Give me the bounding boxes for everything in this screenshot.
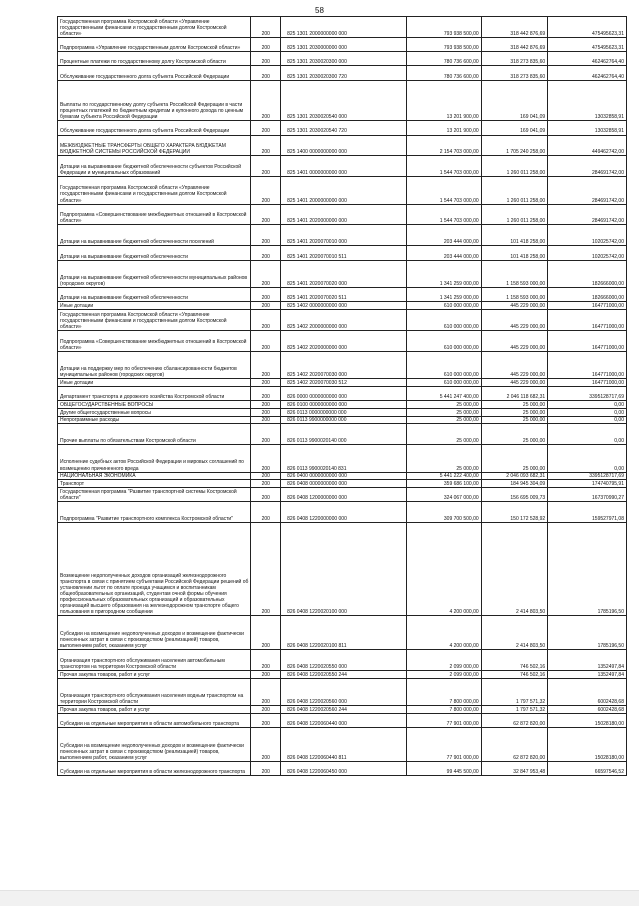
row-remaining: 102025742,00: [548, 246, 627, 260]
row-remaining: 167370990,27: [548, 488, 627, 502]
row-remaining: 0,00: [548, 401, 627, 409]
row-approved: 99 445 500,00: [406, 762, 481, 776]
table-row: [58, 713, 627, 727]
row-budget-code: 825 1401 2020070010 000: [281, 225, 407, 246]
row-budget-code: 825 1401 0000000000 000: [281, 156, 407, 177]
row-name: Дотации на выравнивание бюджетной обеспеченности субъектов Российской Федерации и муниципальных образований: [58, 156, 251, 177]
row-gr-code: 200: [251, 121, 281, 135]
table-row: [58, 401, 627, 409]
row-budget-code: 826 0408 1220020100 000: [281, 523, 407, 616]
row-executed: 32 847 953,48: [481, 762, 548, 776]
row-approved: 780 736 600,00: [406, 66, 481, 80]
row-remaining: 284691742,00: [548, 177, 627, 204]
row-name: Подпрограмма «Управление государственным долгом Костромской области»: [58, 37, 251, 51]
row-executed: 1 260 011 258,00: [481, 177, 548, 204]
row-remaining: 164771000,00: [548, 302, 627, 310]
row-gr-code: 200: [251, 310, 281, 331]
row-remaining: 449462742,00: [548, 135, 627, 156]
budget-execution-table: [57, 16, 627, 776]
row-gr-code: 200: [251, 472, 281, 480]
row-name: Исполнение судебных актов Российской Федерации и мировых соглашений по возмещению причиненного вреда: [58, 445, 251, 472]
row-name: Организация транспортного обслуживания населения водным транспортом на территории Костромской области: [58, 678, 251, 705]
row-executed: 318 442 876,69: [481, 37, 548, 51]
row-gr-code: 200: [251, 135, 281, 156]
row-remaining: 6002428,68: [548, 678, 627, 705]
row-budget-code: 826 0408 1220060440 811: [281, 728, 407, 762]
row-name: НАЦИОНАЛЬНАЯ ЭКОНОМИКА: [58, 472, 251, 480]
table-row: [58, 762, 627, 776]
row-executed: 101 418 258,00: [481, 246, 548, 260]
table-row: [58, 678, 627, 705]
row-approved: 4 200 000,00: [406, 523, 481, 616]
row-name: ОБЩЕГОСУДАРСТВЕННЫЕ ВОПРОСЫ: [58, 401, 251, 409]
row-executed: 156 695 009,73: [481, 488, 548, 502]
row-executed: 2 414 803,50: [481, 523, 548, 616]
row-remaining: 1352497,84: [548, 650, 627, 671]
row-executed: 445 229 000,00: [481, 379, 548, 387]
table-row: [58, 66, 627, 80]
row-name: Другие общегосударственные вопросы: [58, 408, 251, 416]
table-row: [58, 310, 627, 331]
row-remaining: 475495623,31: [548, 17, 627, 38]
row-executed: 184 945 304,09: [481, 480, 548, 488]
row-budget-code: 826 0408 1200000000 000: [281, 488, 407, 502]
row-approved: 1 341 259 000,00: [406, 260, 481, 287]
row-remaining: 3395128717,69: [548, 472, 627, 480]
row-gr-code: 200: [251, 445, 281, 472]
row-remaining: 1785196,50: [548, 616, 627, 650]
row-gr-code: 200: [251, 204, 281, 225]
row-gr-code: 200: [251, 330, 281, 351]
table-row: [58, 502, 627, 523]
row-remaining: 1785196,50: [548, 523, 627, 616]
row-remaining: 174740795,91: [548, 480, 627, 488]
row-gr-code: 200: [251, 287, 281, 301]
row-budget-code: 825 1301 2030020540 720: [281, 121, 407, 135]
row-approved: 7 800 000,00: [406, 706, 481, 714]
row-gr-code: 200: [251, 225, 281, 246]
row-remaining: 182666000,00: [548, 260, 627, 287]
row-remaining: 0,00: [548, 445, 627, 472]
row-executed: 101 418 258,00: [481, 225, 548, 246]
row-approved: 1 544 703 000,00: [406, 177, 481, 204]
row-executed: 150 172 528,92: [481, 502, 548, 523]
row-gr-code: 200: [251, 156, 281, 177]
row-gr-code: 200: [251, 650, 281, 671]
row-gr-code: 200: [251, 502, 281, 523]
row-budget-code: 826 0113 9900000000 000: [281, 416, 407, 424]
row-remaining: 0,00: [548, 424, 627, 445]
row-executed: 1 797 571,32: [481, 678, 548, 705]
row-executed: 2 414 803,50: [481, 616, 548, 650]
row-executed: 25 000,00: [481, 424, 548, 445]
row-name: Процентные платежи по государственному долгу Костромской области: [58, 52, 251, 66]
row-name: Организация транспортного обслуживания населения автомобильным транспортом на территории Костромской области: [58, 650, 251, 671]
row-approved: 610 000 000,00: [406, 310, 481, 331]
row-remaining: 284691742,00: [548, 204, 627, 225]
row-budget-code: 825 1301 2030020540 000: [281, 80, 407, 121]
table-row: [58, 480, 627, 488]
row-budget-code: 825 1301 2030020300 000: [281, 52, 407, 66]
row-remaining: 6002428,68: [548, 706, 627, 714]
row-executed: 62 872 820,00: [481, 713, 548, 727]
row-remaining: 1352497,84: [548, 670, 627, 678]
row-executed: 1 797 571,32: [481, 706, 548, 714]
row-name: Транспорт: [58, 480, 251, 488]
row-budget-code: 826 0408 1220020550 000: [281, 650, 407, 671]
row-gr-code: 200: [251, 52, 281, 66]
row-remaining: 3395128717,69: [548, 386, 627, 400]
row-executed: 445 229 000,00: [481, 351, 548, 378]
row-gr-code: 200: [251, 762, 281, 776]
row-gr-code: 200: [251, 670, 281, 678]
row-name: Прочая закупка товаров, работ и услуг: [58, 670, 251, 678]
row-budget-code: 826 0400 0000000000 000: [281, 472, 407, 480]
row-approved: 610 000 000,00: [406, 330, 481, 351]
row-approved: 1 544 703 000,00: [406, 156, 481, 177]
row-gr-code: 200: [251, 66, 281, 80]
table-row: [58, 177, 627, 204]
table-row: [58, 17, 627, 38]
table-row: [58, 156, 627, 177]
row-name: Прочие выплаты по обязательствам Костромской области: [58, 424, 251, 445]
row-executed: 25 000,00: [481, 445, 548, 472]
row-executed: 445 229 000,00: [481, 310, 548, 331]
row-name: Государственная программа Костромской области «Управление государственными финансами и государственным долгом Костромской области»: [58, 310, 251, 331]
row-name: Непрограммные расходы: [58, 416, 251, 424]
row-name: Выплаты по государственному долгу субъекта Российской Федерации в части процентных платежей по бюджетным кредитам и купонного дохода по ценным бумагам субъекта Российской Федерации: [58, 80, 251, 121]
row-remaining: 164771000,00: [548, 351, 627, 378]
row-remaining: 284691742,00: [548, 156, 627, 177]
row-executed: 1 705 240 258,00: [481, 135, 548, 156]
row-budget-code: 826 0408 1220060440 000: [281, 713, 407, 727]
table-row: [58, 650, 627, 671]
row-budget-code: 825 1401 2020000000 000: [281, 204, 407, 225]
row-budget-code: 825 1402 0000000000 000: [281, 302, 407, 310]
row-executed: 2 046 118 682,31: [481, 386, 548, 400]
table-row: [58, 416, 627, 424]
row-executed: 1 158 593 000,00: [481, 287, 548, 301]
row-executed: 25 000,00: [481, 408, 548, 416]
row-name: Субсидии на отдельные мероприятия в области железнодорожного транспорта: [58, 762, 251, 776]
row-approved: 5 441 247 400,00: [406, 386, 481, 400]
row-remaining: 164771000,00: [548, 330, 627, 351]
table-row: [58, 246, 627, 260]
row-approved: 1 341 259 000,00: [406, 287, 481, 301]
row-name: Иные дотации: [58, 302, 251, 310]
table-row: [58, 260, 627, 287]
row-gr-code: 200: [251, 246, 281, 260]
row-budget-code: 826 0408 0000000000 000: [281, 480, 407, 488]
row-executed: 1 260 011 258,00: [481, 204, 548, 225]
row-approved: 1 544 703 000,00: [406, 204, 481, 225]
row-gr-code: 200: [251, 678, 281, 705]
table-row: [58, 287, 627, 301]
row-approved: 610 000 000,00: [406, 351, 481, 378]
row-executed: 746 502,16: [481, 670, 548, 678]
row-remaining: 462462764,40: [548, 52, 627, 66]
row-name: Дотации на поддержку мер по обеспечению сбалансированности бюджетов муниципальных районов (городских округов): [58, 351, 251, 378]
row-budget-code: 826 0408 1220020550 244: [281, 670, 407, 678]
row-name: Субсидии на отдельные мероприятия в области автомобильного транспорта: [58, 713, 251, 727]
row-approved: 780 736 600,00: [406, 52, 481, 66]
row-remaining: 15028180,00: [548, 713, 627, 727]
table-row: [58, 488, 627, 502]
row-approved: 2 099 000,00: [406, 670, 481, 678]
row-approved: 25 000,00: [406, 416, 481, 424]
row-approved: 13 201 900,00: [406, 80, 481, 121]
row-budget-code: 825 1402 2020070030 000: [281, 351, 407, 378]
row-budget-code: 825 1401 2000000000 000: [281, 177, 407, 204]
row-gr-code: 200: [251, 17, 281, 38]
row-budget-code: 825 1402 2000000000 000: [281, 310, 407, 331]
row-executed: 1 158 593 000,00: [481, 260, 548, 287]
row-name: Государственная программа "Развитие транспортной системы Костромской области": [58, 488, 251, 502]
row-name: Подпрограмма "Развитие транспортного комплекса Костромской области": [58, 502, 251, 523]
row-gr-code: 200: [251, 401, 281, 409]
row-executed: 25 000,00: [481, 401, 548, 409]
row-approved: 13 201 900,00: [406, 121, 481, 135]
table-row: [58, 80, 627, 121]
row-gr-code: 200: [251, 523, 281, 616]
table-row: [58, 379, 627, 387]
row-gr-code: 200: [251, 728, 281, 762]
row-approved: 25 000,00: [406, 408, 481, 416]
row-name: Департамент транспорта и дорожного хозяйства Костромской области: [58, 386, 251, 400]
row-budget-code: 825 1301 2000000000 000: [281, 17, 407, 38]
row-approved: 25 000,00: [406, 445, 481, 472]
table-row: [58, 121, 627, 135]
table-row: [58, 204, 627, 225]
row-approved: 324 067 000,00: [406, 488, 481, 502]
row-approved: 5 441 222 400,00: [406, 472, 481, 480]
row-name: Подпрограмма «Совершенствование межбюджетных отношений в Костромской области»: [58, 330, 251, 351]
row-name: Иные дотации: [58, 379, 251, 387]
viewer-bottom-strip: [0, 890, 639, 906]
row-remaining: 182666000,00: [548, 287, 627, 301]
table-row: [58, 408, 627, 416]
row-executed: 746 502,16: [481, 650, 548, 671]
row-executed: 1 260 011 258,00: [481, 156, 548, 177]
table-row: [58, 616, 627, 650]
table-row: [58, 351, 627, 378]
row-remaining: 475495623,31: [548, 37, 627, 51]
table-row: [58, 472, 627, 480]
row-gr-code: 200: [251, 416, 281, 424]
row-budget-code: 825 1401 2020070020 511: [281, 287, 407, 301]
row-gr-code: 200: [251, 386, 281, 400]
row-approved: 25 000,00: [406, 424, 481, 445]
row-name: Дотации на выравнивание бюджетной обеспеченности поселений: [58, 225, 251, 246]
row-approved: 2 099 000,00: [406, 650, 481, 671]
row-approved: 203 444 000,00: [406, 225, 481, 246]
row-executed: 445 229 000,00: [481, 302, 548, 310]
row-gr-code: 200: [251, 351, 281, 378]
table-row: [58, 135, 627, 156]
row-budget-code: 826 0408 1220000000 000: [281, 502, 407, 523]
table-row: [58, 523, 627, 616]
row-budget-code: 825 1402 2020000000 000: [281, 330, 407, 351]
table-row: [58, 670, 627, 678]
row-budget-code: 826 0408 1220020100 811: [281, 616, 407, 650]
row-approved: 25 000,00: [406, 401, 481, 409]
row-gr-code: 200: [251, 616, 281, 650]
row-approved: 2 154 703 000,00: [406, 135, 481, 156]
table-row: [58, 728, 627, 762]
row-gr-code: 200: [251, 713, 281, 727]
row-gr-code: 200: [251, 80, 281, 121]
row-gr-code: 200: [251, 260, 281, 287]
row-executed: 318 442 876,69: [481, 17, 548, 38]
row-name: Подпрограмма «Совершенствование межбюджетных отношений в Костромской области»: [58, 204, 251, 225]
row-approved: 4 200 000,00: [406, 616, 481, 650]
row-budget-code: 825 1402 2020070030 512: [281, 379, 407, 387]
row-approved: 793 938 500,00: [406, 17, 481, 38]
row-approved: 793 938 500,00: [406, 37, 481, 51]
page-number: 58: [315, 6, 324, 15]
row-executed: 169 041,09: [481, 80, 548, 121]
row-gr-code: 200: [251, 480, 281, 488]
table-row: [58, 52, 627, 66]
row-gr-code: 200: [251, 424, 281, 445]
row-gr-code: 200: [251, 302, 281, 310]
table-row: [58, 37, 627, 51]
table-row: [58, 445, 627, 472]
row-remaining: 66597546,52: [548, 762, 627, 776]
row-executed: 169 041,09: [481, 121, 548, 135]
row-approved: 203 444 000,00: [406, 246, 481, 260]
table-row: [58, 386, 627, 400]
row-name: Субсидии на возмещение недополученных доходов и возмещение фактически понесенных затрат в связи с производством (реализацией) товаров, выполнением работ, оказанием услуг: [58, 728, 251, 762]
table-row: [58, 330, 627, 351]
table-row: [58, 424, 627, 445]
row-approved: 610 000 000,00: [406, 302, 481, 310]
row-budget-code: 826 0408 1220060450 000: [281, 762, 407, 776]
row-approved: 610 000 000,00: [406, 379, 481, 387]
row-name: Дотации на выравнивание бюджетной обеспеченности муниципальных районов (городских округов): [58, 260, 251, 287]
row-gr-code: 200: [251, 408, 281, 416]
row-remaining: 0,00: [548, 416, 627, 424]
row-gr-code: 200: [251, 706, 281, 714]
row-approved: 309 700 500,00: [406, 502, 481, 523]
row-remaining: 164771000,00: [548, 310, 627, 331]
row-budget-code: 825 1401 2020070020 000: [281, 260, 407, 287]
row-executed: 445 229 000,00: [481, 330, 548, 351]
row-name: Прочая закупка товаров, работ и услуг: [58, 706, 251, 714]
budget-table-container: [57, 16, 627, 776]
row-approved: 77 901 000,00: [406, 728, 481, 762]
row-budget-code: 825 1301 2030020300 720: [281, 66, 407, 80]
row-executed: 62 872 820,00: [481, 728, 548, 762]
row-gr-code: 200: [251, 37, 281, 51]
row-remaining: 0,00: [548, 408, 627, 416]
row-approved: 359 686 100,00: [406, 480, 481, 488]
row-remaining: 159527971,08: [548, 502, 627, 523]
row-remaining: 13032858,91: [548, 80, 627, 121]
row-name: Дотации на выравнивание бюджетной обеспеченности: [58, 287, 251, 301]
row-budget-code: 826 0113 9900020140 831: [281, 445, 407, 472]
row-budget-code: 826 0113 0000000000 000: [281, 408, 407, 416]
row-remaining: 13032858,91: [548, 121, 627, 135]
row-name: МЕЖБЮДЖЕТНЫЕ ТРАНСФЕРТЫ ОБЩЕГО ХАРАКТЕРА БЮДЖЕТАМ БЮДЖЕТНОЙ СИСТЕМЫ РОССИЙСКОЙ ФЕДЕРАЦИИ: [58, 135, 251, 156]
row-approved: 7 800 000,00: [406, 678, 481, 705]
row-executed: 25 000,00: [481, 416, 548, 424]
row-budget-code: 826 0000 0000000000 000: [281, 386, 407, 400]
row-name: Государственная программа Костромской области «Управление государственными финансами и государственным долгом Костромской области»: [58, 17, 251, 38]
row-budget-code: 826 0408 1220020560 244: [281, 706, 407, 714]
row-remaining: 462462764,40: [548, 66, 627, 80]
row-name: Субсидии на возмещение недополученных доходов и возмещение фактически понесенных затрат в связи с производством (реализацией) товаров, выполнением работ, оказанием услуг: [58, 616, 251, 650]
row-remaining: 164771000,00: [548, 379, 627, 387]
row-name: Государственная программа Костромской области «Управление государственными финансами и государственным долгом Костромской области»: [58, 177, 251, 204]
row-gr-code: 200: [251, 488, 281, 502]
row-name: Дотации на выравнивание бюджетной обеспеченности: [58, 246, 251, 260]
row-budget-code: 826 0100 0000000000 000: [281, 401, 407, 409]
row-budget-code: 825 1400 0000000000 000: [281, 135, 407, 156]
row-executed: 2 046 093 682,31: [481, 472, 548, 480]
row-name: Обслуживание государственного долга субъекта Российской Федерации: [58, 66, 251, 80]
row-executed: 318 273 835,60: [481, 66, 548, 80]
table-row: [58, 302, 627, 310]
table-body: [58, 17, 627, 776]
row-budget-code: 825 1301 2030000000 000: [281, 37, 407, 51]
table-row: [58, 706, 627, 714]
row-gr-code: 200: [251, 177, 281, 204]
row-remaining: 102025742,00: [548, 225, 627, 246]
row-executed: 318 273 835,60: [481, 52, 548, 66]
row-remaining: 15028180,00: [548, 728, 627, 762]
row-name: Возмещение недополученных доходов организаций железнодорожного транспорта в связи с принятием субъектами Российской Федерации решений об установлении льгот по оплате проезда учащимся и воспитанникам общеобразовательных организаций, студентам очной формы обучения профессиональных образовательных организаций и образовательных организаций высшего образования на железнодорожном транспорте общего пользования в пригородном сообщении: [58, 523, 251, 616]
row-budget-code: 826 0113 9900020140 000: [281, 424, 407, 445]
row-budget-code: 825 1401 2020070010 511: [281, 246, 407, 260]
row-budget-code: 826 0408 1220020560 000: [281, 678, 407, 705]
row-name: Обслуживание государственного долга субъекта Российской Федерации: [58, 121, 251, 135]
row-approved: 77 901 000,00: [406, 713, 481, 727]
row-gr-code: 200: [251, 379, 281, 387]
table-row: [58, 225, 627, 246]
